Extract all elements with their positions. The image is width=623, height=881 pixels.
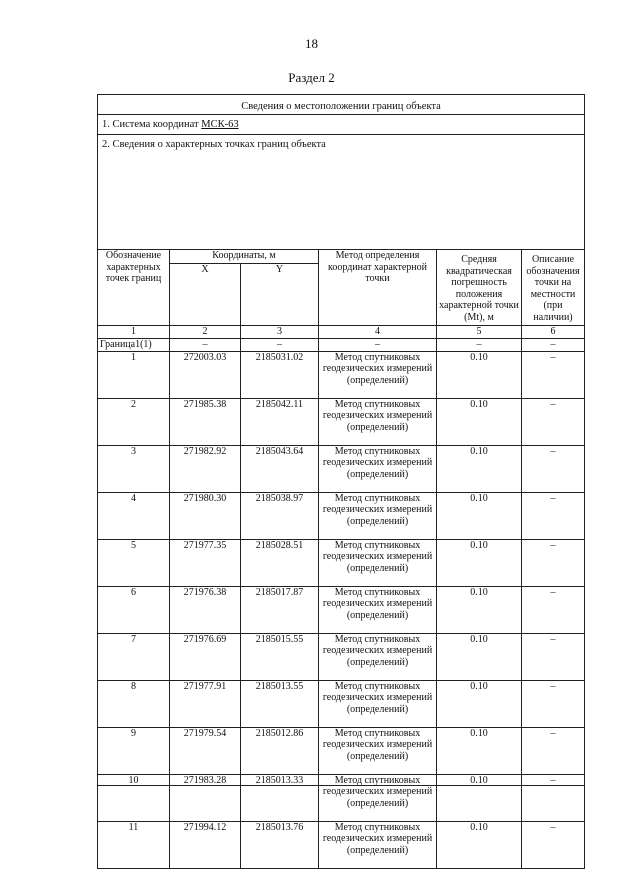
coord-x: 271976.69	[170, 633, 241, 680]
divider	[98, 114, 584, 115]
column-number: 4	[319, 326, 437, 339]
point-number: 8	[98, 680, 170, 727]
col-header-point: Обозначение характерных точек границ	[98, 250, 170, 326]
coord-x: 271980.30	[170, 492, 241, 539]
boundary-value: –	[522, 338, 585, 351]
coord-y: 2185031.02	[241, 351, 319, 398]
point-number: 5	[98, 539, 170, 586]
coord-x: 271979.54	[170, 727, 241, 774]
accuracy: 0.10	[437, 774, 522, 821]
method: Метод спутниковых геодезических измерений (определений)	[319, 680, 437, 727]
coord-y: 2185028.51	[241, 539, 319, 586]
section-title: Раздел 2	[288, 70, 335, 85]
coord-x: 271982.92	[170, 445, 241, 492]
table-row	[98, 539, 585, 586]
coord-system-line	[102, 119, 239, 131]
col-header-description: Описание обозначения точки на местности (при наличии)	[522, 250, 585, 326]
coord-x: 271983.28	[170, 774, 241, 821]
method: Метод спутниковых геодезических измерений (определений)	[319, 633, 437, 680]
column-number: 1	[98, 326, 170, 339]
point-number: 3	[98, 445, 170, 492]
column-number: 6	[522, 326, 585, 339]
coord-y: 2185013.55	[241, 680, 319, 727]
description: –	[522, 398, 585, 445]
accuracy: 0.10	[437, 351, 522, 398]
table-row	[98, 680, 585, 727]
boundary-value: –	[170, 338, 241, 351]
boundary-value: –	[437, 338, 522, 351]
method: Метод спутниковых геодезических измерений (определений)	[319, 539, 437, 586]
method: Метод спутниковых геодезических измерений (определений)	[319, 351, 437, 398]
point-number: 4	[98, 492, 170, 539]
accuracy: 0.10	[437, 445, 522, 492]
point-number: 7	[98, 633, 170, 680]
accuracy: 0.10	[437, 492, 522, 539]
point-number: 2	[98, 398, 170, 445]
accuracy: 0.10	[437, 821, 522, 868]
point-number: 1	[98, 351, 170, 398]
column-number: 2	[170, 326, 241, 339]
description: –	[522, 351, 585, 398]
point-number: 11	[98, 821, 170, 868]
description: –	[522, 492, 585, 539]
accuracy: 0.10	[437, 398, 522, 445]
description: –	[522, 774, 585, 821]
table-row	[98, 492, 585, 539]
method: Метод спутниковых геодезических измерений (определений)	[319, 398, 437, 445]
method: Метод спутниковых геодезических измерений (определений)	[319, 586, 437, 633]
description: –	[522, 586, 585, 633]
table-row	[98, 821, 585, 868]
table-row	[98, 774, 585, 821]
boundary-row	[98, 338, 585, 351]
coord-y: 2185017.87	[241, 586, 319, 633]
coord-x: 272003.03	[170, 351, 241, 398]
points-section-label: 2. Сведения о характерных точках границ объекта	[102, 139, 326, 150]
boundary-info-frame	[97, 94, 585, 856]
column-number: 3	[241, 326, 319, 339]
accuracy: 0.10	[437, 539, 522, 586]
coord-y: 2185015.55	[241, 633, 319, 680]
column-number: 5	[437, 326, 522, 339]
description: –	[522, 821, 585, 868]
point-number: 6	[98, 586, 170, 633]
frame-title: Сведения о местоположении границ объекта	[241, 101, 441, 112]
table-row	[98, 445, 585, 492]
table-row	[98, 398, 585, 445]
coord-y: 2185038.97	[241, 492, 319, 539]
description: –	[522, 727, 585, 774]
description: –	[522, 680, 585, 727]
method: Метод спутниковых геодезических измерений (определений)	[319, 821, 437, 868]
coord-system-value: МСК-63	[201, 119, 239, 130]
page-number: 18	[305, 36, 318, 51]
coord-x: 271977.35	[170, 539, 241, 586]
point-number: 10	[98, 774, 170, 821]
col-header-x: X	[170, 264, 241, 326]
point-number: 9	[98, 727, 170, 774]
table-row	[98, 586, 585, 633]
accuracy: 0.10	[437, 633, 522, 680]
boundary-value: –	[241, 338, 319, 351]
coord-y: 2185043.64	[241, 445, 319, 492]
method: Метод спутниковых геодезических измерений (определений)	[319, 445, 437, 492]
coord-system-label: 1. Система координат	[102, 119, 199, 130]
col-header-method: Метод определения координат характерной точки	[319, 250, 437, 326]
coord-x: 271977.91	[170, 680, 241, 727]
accuracy: 0.10	[437, 586, 522, 633]
table-row	[98, 633, 585, 680]
col-header-y: Y	[241, 264, 319, 326]
points-table	[97, 249, 585, 869]
boundary-value: –	[319, 338, 437, 351]
divider	[98, 134, 584, 135]
coord-x: 271994.12	[170, 821, 241, 868]
description: –	[522, 445, 585, 492]
col-header-coordinates: Координаты, м	[170, 250, 319, 264]
method: Метод спутниковых геодезических измерений (определений)	[319, 727, 437, 774]
coord-y: 2185012.86	[241, 727, 319, 774]
coord-y: 2185013.76	[241, 821, 319, 868]
method: Метод спутниковых геодезических измерений (определений)	[319, 774, 437, 821]
coord-y: 2185013.33	[241, 774, 319, 821]
description: –	[522, 539, 585, 586]
boundary-label: Граница1(1)	[98, 338, 170, 351]
coord-y: 2185042.11	[241, 398, 319, 445]
coord-x: 271976.38	[170, 586, 241, 633]
table-row	[98, 351, 585, 398]
table-row	[98, 727, 585, 774]
description: –	[522, 633, 585, 680]
column-numbers-row	[98, 326, 585, 339]
accuracy: 0.10	[437, 727, 522, 774]
accuracy: 0.10	[437, 680, 522, 727]
col-header-accuracy: Средняя квадратическая погрешность положения характерной точки (Mt), м	[437, 250, 522, 326]
method: Метод спутниковых геодезических измерений (определений)	[319, 492, 437, 539]
coord-x: 271985.38	[170, 398, 241, 445]
